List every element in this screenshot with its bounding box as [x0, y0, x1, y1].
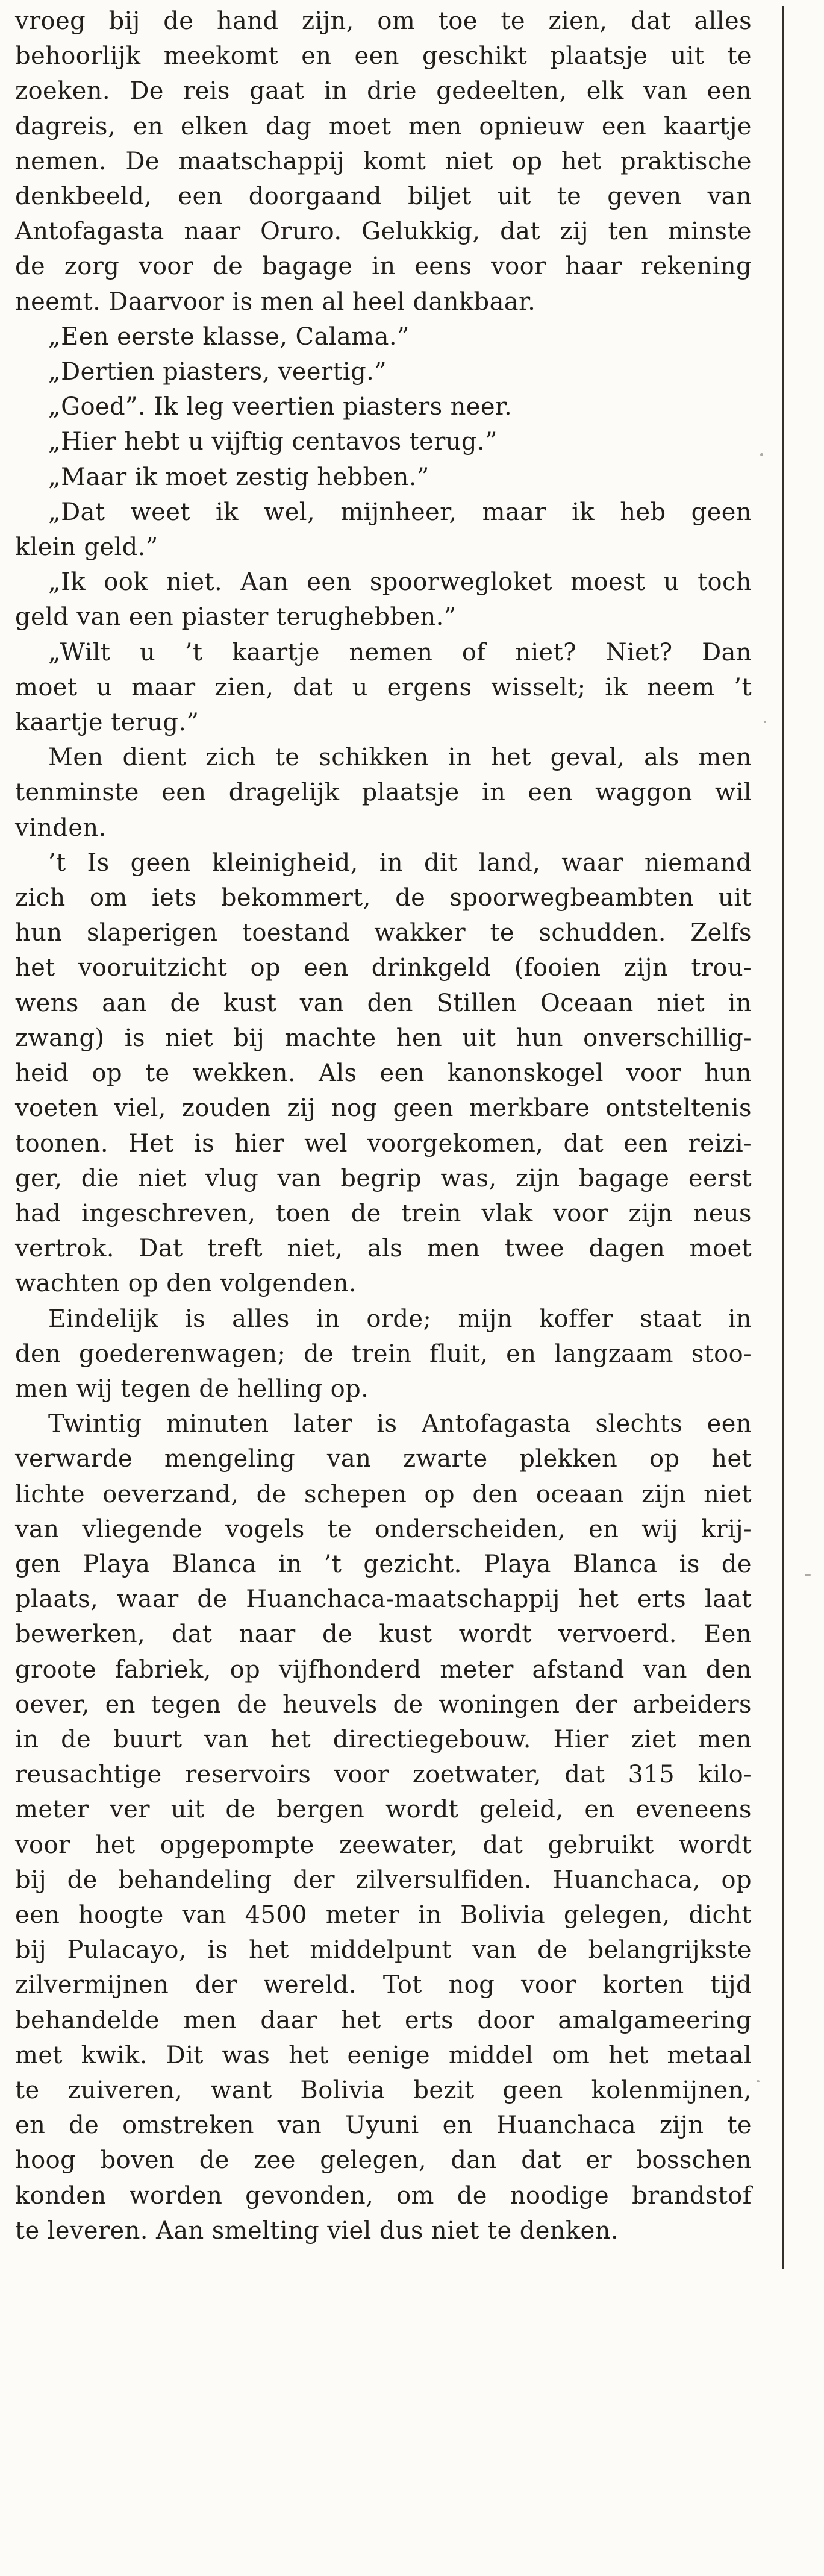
text-line: oever, en tegen de heuvels de woningen der arbeiders	[15, 1690, 752, 1719]
text-line: het vooruitzicht op een drinkgeld (fooien zijn trou-	[15, 954, 752, 982]
text-line: ’t Is geen kleinigheid, in dit land, waar niemand	[48, 848, 752, 877]
text-line: bij de behandeling der zilversulfiden. Huanchaca, op	[15, 1866, 752, 1894]
text-line: „Maar ik moet zestig hebben.”	[48, 463, 429, 491]
text-line: „Ik ook niet. Aan een spoorwegloket moest u toch	[48, 568, 752, 597]
text-line: dagreis, en elken dag moet men opnieuw een kaartje	[15, 112, 752, 140]
text-line: hun slaperigen toestand wakker te schudden. Zelfs	[15, 919, 752, 947]
text-line: bij Pulacayo, is het middelpunt van de belangrijkste	[15, 1936, 752, 1964]
text-line: Antofagasta naar Oruro. Gelukkig, dat zij ten minste	[15, 218, 752, 246]
text-line: toonen. Het is hier wel voorgekomen, dat een reizi-	[15, 1129, 752, 1158]
text-line: bewerken, dat naar de kust wordt vervoerd. Een	[15, 1620, 752, 1649]
paragraph	[15, 354, 752, 389]
text-line: wens aan de kust van den Stillen Oceaan niet in	[15, 989, 752, 1017]
text-line: geld van een piaster terughebben.”	[15, 603, 457, 631]
text-line: had ingeschreven, toen de trein vlak voor zijn neus	[15, 1199, 752, 1227]
text-line: zilvermijnen der wereld. Tot nog voor korten tijd	[15, 1971, 752, 1999]
paragraph	[15, 845, 752, 1302]
text-line: „Hier hebt u vijftig centavos terug.”	[48, 428, 498, 456]
paragraph	[15, 319, 752, 354]
text-line: Men dient zich te schikken in het geval, als men	[48, 744, 752, 772]
paragraph	[15, 1302, 752, 1407]
paragraph	[15, 389, 752, 424]
text-line: neemt. Daarvoor is men al heel dankbaar.	[15, 287, 536, 316]
text-line: behandelde men daar het erts door amalgameering	[15, 2006, 752, 2034]
scan-speck	[805, 1574, 811, 1576]
text-line: lichte oeverzand, de schepen op den oceaan zijn niet	[15, 1480, 752, 1508]
text-line: vertrok. Dat treft niet, als men twee dagen moet	[15, 1235, 752, 1263]
scan-speck	[764, 721, 766, 723]
text-line: Twintig minuten later is Antofagasta slechts een	[48, 1410, 752, 1438]
text-line: tenminste een dragelijk plaatsje in een waggon wil	[15, 779, 752, 807]
text-line: wachten op den volgenden.	[15, 1270, 357, 1298]
text-line: zwang) is niet bij machte hen uit hun onverschillig-	[15, 1024, 752, 1052]
paragraph	[15, 495, 752, 565]
text-line: „Dertien piasters, veertig.”	[48, 358, 387, 386]
text-line: klein geld.”	[15, 533, 158, 562]
text-column	[15, 4, 752, 2248]
text-line: nemen. De maatschappij komt niet op het praktische	[15, 147, 752, 175]
text-line: „Goed”. Ik leg veertien piasters neer.	[48, 393, 513, 421]
text-line: moet u maar zien, dat u ergens wisselt; ik neem ’t	[15, 673, 752, 701]
text-line: „Wilt u ’t kaartje nemen of niet? Niet? Dan	[48, 638, 752, 666]
paragraph	[15, 424, 752, 459]
text-line: meter ver uit de bergen wordt geleid, en eveneens	[15, 1796, 752, 1824]
text-line: denkbeeld, een doorgaand biljet uit te geven van	[15, 183, 752, 211]
text-line: Eindelijk is alles in orde; mijn koffer staat in	[48, 1305, 752, 1333]
scan-speck	[757, 2080, 760, 2082]
text-line: den goederenwagen; de trein fluit, en langzaam stoo-	[15, 1340, 752, 1368]
text-line: „Een eerste klasse, Calama.”	[48, 322, 410, 351]
paragraph	[15, 740, 752, 845]
paragraph	[15, 635, 752, 741]
text-line: in de buurt van het directiegebouw. Hier ziet men	[15, 1725, 752, 1753]
text-line: hoog boven de zee gelegen, dan dat er bosschen	[15, 2146, 752, 2175]
text-line: te leveren. Aan smelting viel dus niet te denken.	[15, 2216, 619, 2245]
text-line: behoorlijk meekomt en een geschikt plaatsje uit te	[15, 42, 752, 71]
text-line: heid op te wekken. Als een kanonskogel voor hun	[15, 1059, 752, 1088]
text-line: ger, die niet vlug van begrip was, zijn bagage eerst	[15, 1164, 752, 1192]
text-line: „Dat weet ik wel, mijnheer, maar ik heb geen	[48, 498, 752, 526]
text-line: plaats, waar de Huanchaca-maatschappij het erts laat	[15, 1585, 752, 1614]
page-edge-rule	[782, 6, 784, 2269]
text-line: met kwik. Dit was het eenige middel om het metaal	[15, 2041, 752, 2069]
text-line: konden worden gevonden, om de noodige brandstof	[15, 2181, 752, 2210]
text-line: gen Playa Blanca in ’t gezicht. Playa Blanca is de	[15, 1550, 752, 1578]
text-line: groote fabriek, op vijfhonderd meter afstand van den	[15, 1655, 752, 1684]
text-line: zich om iets bekommert, de spoorwegbeambten uit	[15, 884, 752, 912]
paragraph	[15, 1406, 752, 2248]
text-line: voeten viel, zouden zij nog geen merkbare ontsteltenis	[15, 1094, 752, 1123]
text-line: men wij tegen de helling op.	[15, 1374, 369, 1403]
text-line: en de omstreken van Uyuni en Huanchaca zijn te	[15, 2111, 752, 2140]
paragraph	[15, 565, 752, 635]
text-line: reusachtige reservoirs voor zoetwater, dat 315 kilo-	[15, 1761, 752, 1789]
text-line: van vliegende vogels te onderscheiden, en wij krij-	[15, 1515, 752, 1543]
text-line: kaartje terug.”	[15, 709, 199, 737]
text-line: te zuiveren, want Bolivia bezit geen kolenmijnen,	[15, 2076, 752, 2104]
scan-speck	[760, 453, 763, 456]
text-line: zoeken. De reis gaat in drie gedeelten, elk van een	[15, 77, 752, 105]
paragraph	[15, 460, 752, 495]
text-line: vinden.	[15, 813, 107, 842]
text-line: verwarde mengeling van zwarte plekken op het	[15, 1445, 752, 1473]
text-line: vroeg bij de hand zijn, om toe te zien, dat alles	[15, 7, 752, 35]
paragraph	[15, 4, 752, 319]
text-line: voor het opgepompte zeewater, dat gebruikt wordt	[15, 1831, 752, 1859]
text-line: een hoogte van 4500 meter in Bolivia gelegen, dicht	[15, 1901, 752, 1929]
text-line: de zorg voor de bagage in eens voor haar rekening	[15, 252, 752, 281]
